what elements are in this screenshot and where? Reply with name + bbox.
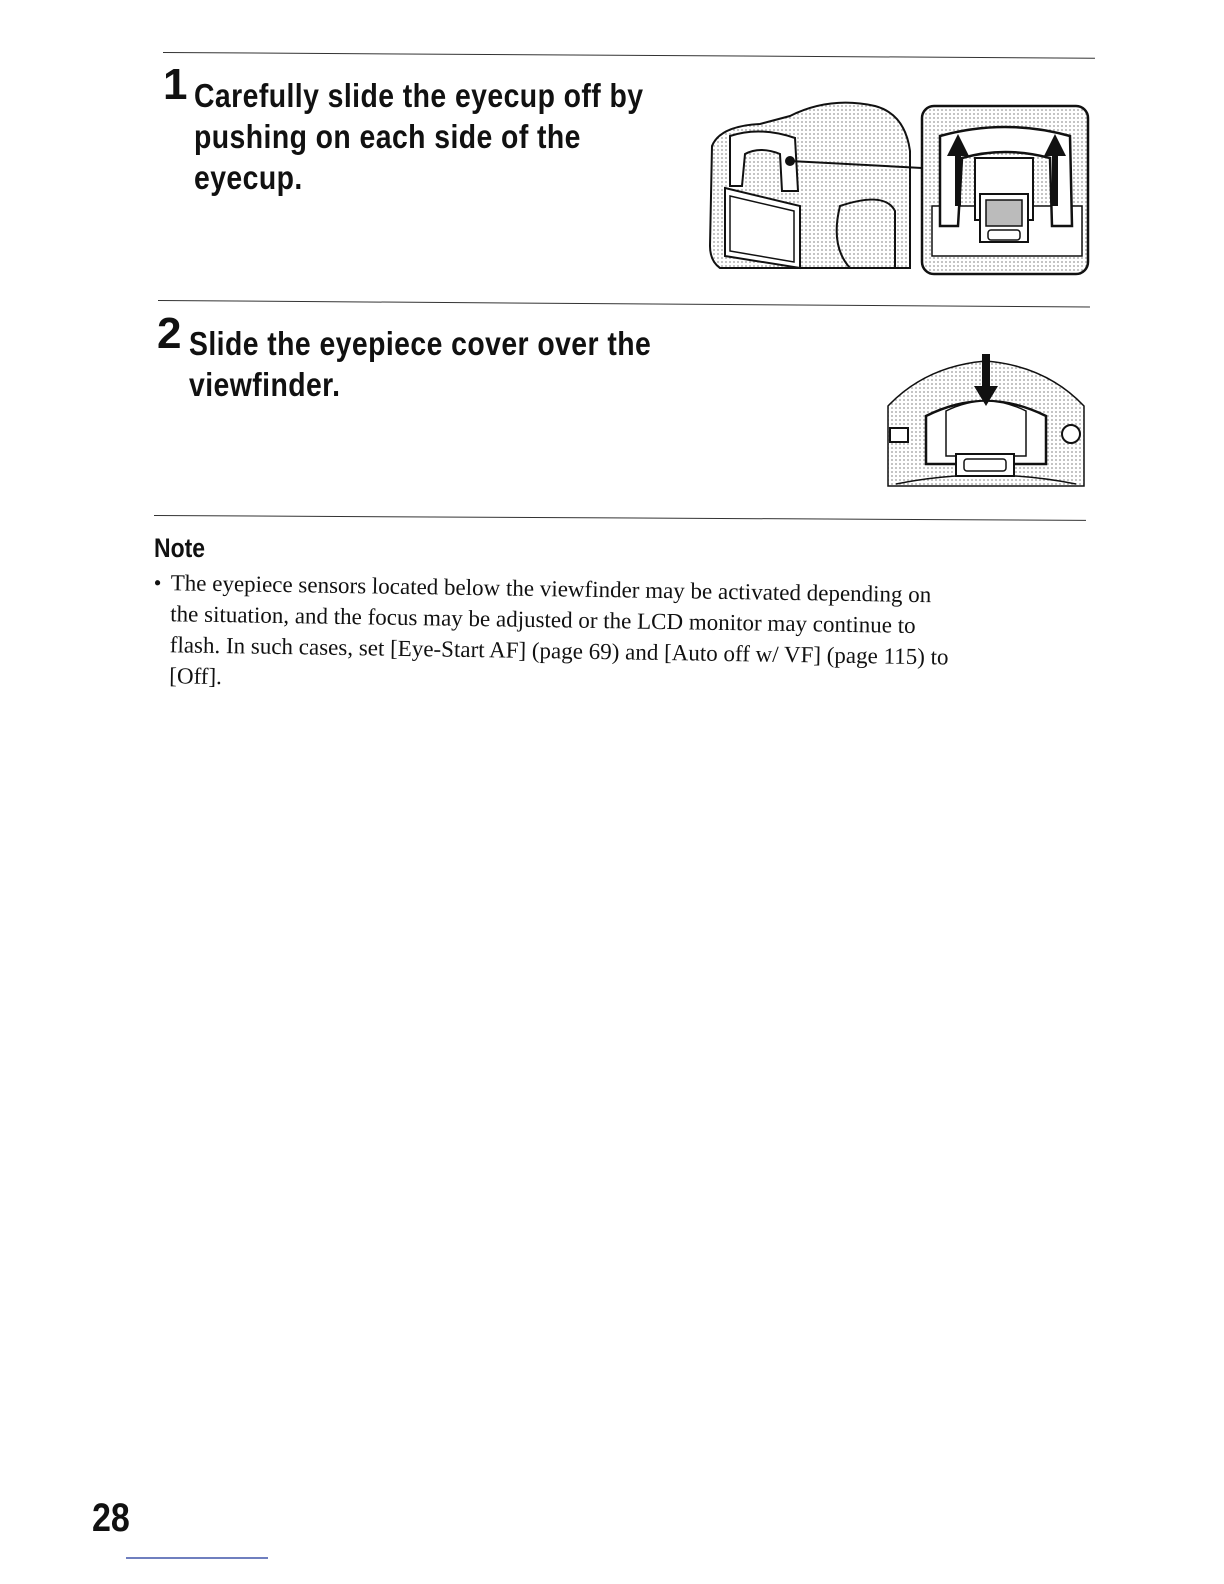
note-text-line: [Off]. [169, 663, 223, 690]
note-text-line: the situation, and the focus may be adjusted or the LCD monitor may continue to [170, 601, 916, 638]
page-number: 28 [92, 1496, 130, 1540]
footer-rule [126, 1557, 268, 1559]
note-divider-rule [154, 515, 1086, 521]
step-instruction-line: viewfinder. [189, 366, 341, 403]
step-instruction-line: eyecup. [194, 159, 303, 196]
eyepiece-cover-illustration [886, 346, 1086, 492]
note-heading: Note [154, 533, 205, 563]
note-bullet-item [152, 567, 1101, 706]
step-instruction-line: Slide the eyepiece cover over the [189, 325, 652, 362]
note-text-line: The eyepiece sensors located below the viewfinder may be activated depending on [170, 570, 932, 608]
camera-eyecup-removal-illustration [700, 96, 1095, 280]
step-number: 1 [163, 60, 187, 109]
note-text-line: flash. In such cases, set [Eye-Start AF] (page 69) and [Auto off w/ VF] (page 115) to [169, 632, 949, 670]
step-instruction-line: pushing on each side of the [194, 118, 581, 155]
step-divider-rule [158, 300, 1090, 308]
bullet-icon: • [153, 569, 162, 596]
top-rule [163, 52, 1095, 59]
step-instruction-line: Carefully slide the eyecup off by [194, 77, 644, 114]
step-number: 2 [157, 309, 181, 358]
